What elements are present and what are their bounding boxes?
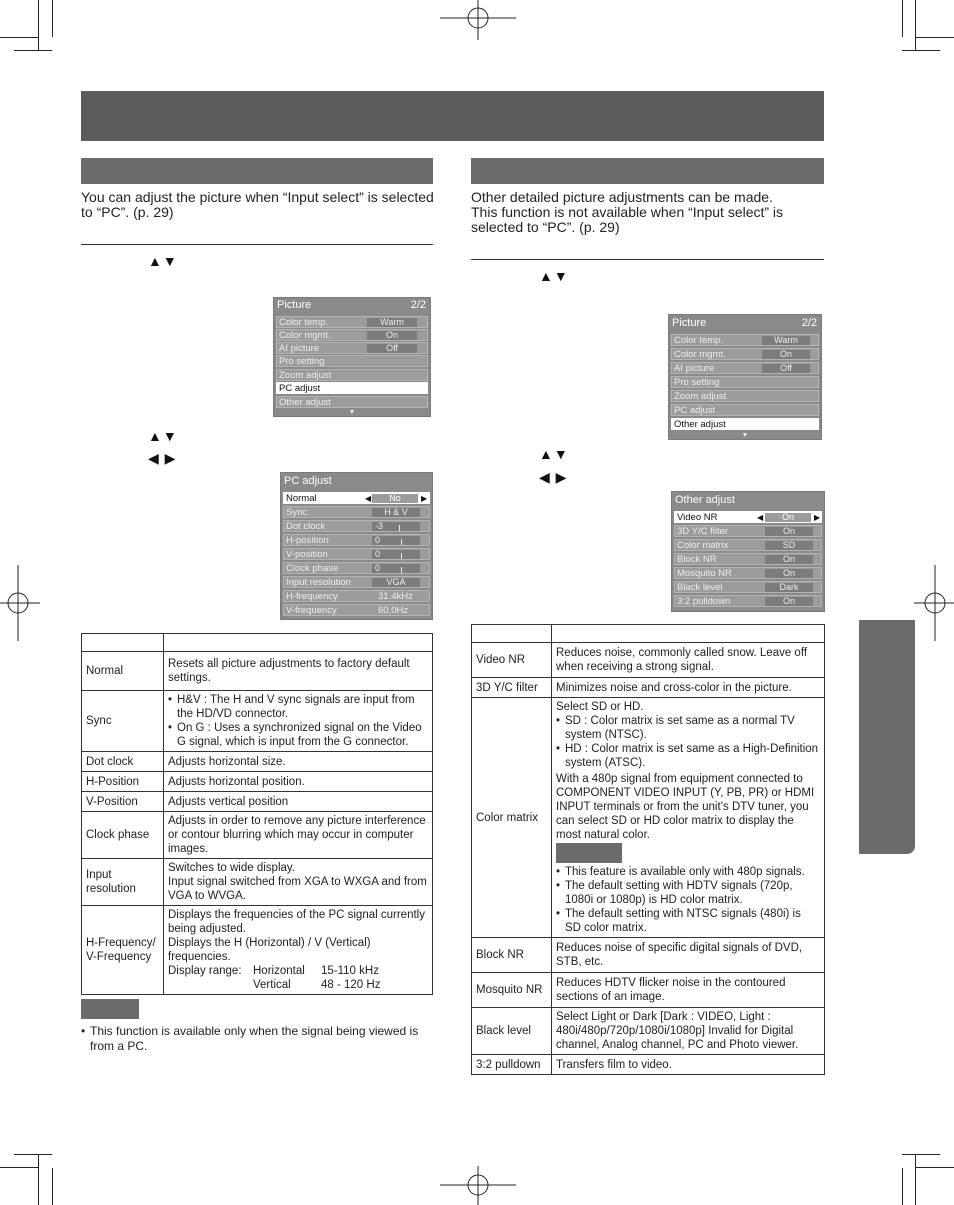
- crop-mark: [902, 50, 940, 51]
- up-down-arrow-icon: ▲▼: [148, 428, 178, 444]
- menu-item-black-level[interactable]: Black level Dark: [674, 581, 822, 593]
- menu-item-v-frequency: V-frequency 60.0Hz: [283, 604, 430, 616]
- menu-item-color-mgmt[interactable]: Color mgmt. On: [276, 329, 428, 341]
- menu-item-color-temp[interactable]: Color temp. Warm: [276, 316, 428, 328]
- up-down-arrow-icon: ▲▼: [148, 253, 178, 269]
- table-row: Clock phase Adjusts in order to remove any picture interference or contour blurring which may occur in computer images.: [82, 812, 433, 859]
- menu-title: Picture: [672, 317, 707, 329]
- menu-item-v-position[interactable]: V-position 0: [283, 548, 430, 560]
- menu-item-video-nr[interactable]: Video NR ◀ On ▶: [674, 511, 822, 523]
- crop-mark: [916, 1167, 954, 1168]
- crop-mark: [902, 0, 903, 37]
- table-row: V-Position Adjusts vertical position: [82, 792, 433, 812]
- pc-adjust-table: [81, 633, 433, 995]
- crop-mark: [0, 1167, 38, 1168]
- left-arrow-icon: ◀: [757, 513, 764, 522]
- divider: [81, 244, 433, 245]
- crop-mark: [915, 1155, 916, 1205]
- up-down-arrow-icon: ▲▼: [539, 268, 569, 284]
- table-row: Sync • H&V : The H and V sync signals are input from the HD/VD connector. • On G : Uses a synchronized signal on the Video G signal, which is input from the G connector.: [82, 691, 433, 752]
- crop-mark: [14, 1154, 52, 1155]
- note-label-box: [556, 843, 622, 863]
- menu-item-pro-setting[interactable]: Pro setting: [276, 355, 428, 367]
- note-label-box: [81, 999, 139, 1019]
- menu-item-dot-clock[interactable]: Dot clock -3: [283, 520, 430, 532]
- menu-title: PC adjust: [284, 475, 332, 487]
- menu-item-input-resolution[interactable]: Input resolution VGA: [283, 576, 430, 588]
- menu-item-32-pulldown[interactable]: 3:2 pulldown On: [674, 595, 822, 607]
- menu-item-ai-picture[interactable]: AI picture Off: [671, 362, 819, 374]
- menu-page-indicator: 2/2: [410, 299, 426, 311]
- menu-item-pro-setting[interactable]: Pro setting: [671, 376, 819, 388]
- table-header-row: [472, 625, 825, 643]
- menu-item-pc-adjust[interactable]: PC adjust: [276, 382, 428, 394]
- side-chapter-tab: [859, 620, 915, 854]
- menu-item-other-adjust[interactable]: Other adjust: [671, 418, 819, 430]
- table-row: 3D Y/C filter Minimizes noise and cross-color in the picture.: [472, 678, 825, 698]
- table-row: Normal Resets all picture adjustments to factory default settings.: [82, 652, 433, 691]
- menu-item-color-temp[interactable]: Color temp. Warm: [671, 334, 819, 346]
- crop-mark: [902, 1154, 940, 1155]
- section-heading-other-adjust: [471, 158, 824, 184]
- menu-title: Picture: [277, 299, 312, 311]
- section-heading-pc-adjust: [81, 158, 433, 184]
- menu-item-other-adjust[interactable]: Other adjust: [276, 396, 428, 408]
- other-adjust-intro: Other detailed picture adjustments can be made. This function is not available when “Input select” is selected to “PC”. (p. 29): [471, 189, 784, 235]
- table-row: Mosquito NR Reduces HDTV flicker noise in the contoured sections of an image.: [472, 973, 825, 1008]
- menu-item-sync[interactable]: Sync H & V: [283, 506, 430, 518]
- table-row: Block NR Reduces noise of specific digital signals of DVD, STB, etc.: [472, 938, 825, 973]
- menu-title: Other adjust: [675, 494, 735, 506]
- crop-mark: [38, 0, 39, 50]
- registration-mark-top: [440, 0, 516, 40]
- menu-item-block-nr[interactable]: Block NR On: [674, 553, 822, 565]
- registration-mark-left: [0, 565, 40, 641]
- menu-item-3d-yc-filter[interactable]: 3D Y/C filter On: [674, 525, 822, 537]
- table-row: Dot clock Adjusts horizontal size.: [82, 752, 433, 772]
- crop-mark: [38, 1155, 39, 1205]
- crop-mark: [902, 1168, 903, 1205]
- menu-item-h-frequency: H-frequency 31.4kHz: [283, 590, 430, 602]
- table-row: H-Position Adjusts horizontal position.: [82, 772, 433, 792]
- menu-item-pc-adjust[interactable]: PC adjust: [671, 404, 819, 416]
- scroll-down-icon[interactable]: ▼: [741, 432, 749, 439]
- menu-item-normal[interactable]: Normal ◀ No ▶: [283, 492, 430, 504]
- crop-mark: [0, 37, 38, 38]
- menu-item-color-matrix[interactable]: Color matrix SD: [674, 539, 822, 551]
- crop-mark: [52, 0, 53, 37]
- menu-item-ai-picture[interactable]: AI picture Off: [276, 342, 428, 354]
- table-row: Input resolution Switches to wide display. Input signal switched from XGA to WXGA and from VGA to WVGA.: [82, 859, 433, 906]
- menu-item-color-mgmt[interactable]: Color mgmt. On: [671, 348, 819, 360]
- table-row: 3:2 pulldown Transfers film to video.: [472, 1055, 825, 1075]
- table-row: Black level Select Light or Dark [Dark : VIDEO, Light : 480i/480p/720p/1080i/1080p] Invalid for Digital channel, Analog channel, PC and Photo viewer.: [472, 1008, 825, 1055]
- left-right-arrow-icon: ◀ ▶: [148, 450, 177, 466]
- up-down-arrow-icon: ▲▼: [539, 446, 569, 462]
- menu-item-clock-phase[interactable]: Clock phase 0: [283, 562, 430, 574]
- crop-mark: [14, 50, 52, 51]
- note-list: • This function is available only when the signal being viewed is from a PC.: [81, 1024, 419, 1053]
- picture-menu-osd: [273, 297, 431, 417]
- other-adjust-menu-osd: [671, 491, 825, 612]
- table-row: Video NR Reduces noise, commonly called snow. Leave off when receiving a strong signal.: [472, 643, 825, 678]
- menu-item-zoom-adjust[interactable]: Zoom adjust: [276, 369, 428, 381]
- left-arrow-icon: ◀: [365, 494, 372, 503]
- picture-menu-osd: [668, 314, 822, 440]
- page-title-bar: [81, 91, 824, 141]
- crop-mark: [916, 37, 954, 38]
- other-adjust-table: [471, 624, 825, 1075]
- menu-item-mosquito-nr[interactable]: Mosquito NR On: [674, 567, 822, 579]
- table-row: Color matrix Select SD or HD. • SD : Color matrix is set same as a normal TV system (NTSC). • HD : Color matrix is set same as a High-Definition system (ATSC). With a 480p signal from equipment connected to COMPONENT VIDEO INPUT (Y, PB, PR) or HDMI INPUT terminals or from the unit’s DTV tuner, you can select SD or HD color matrix to display the most natural color. • This feature is available only with 480p signals. • The default setting with HDTV signals (720p, 1080i or 1080p) is HD color matrix. • The default setting with NTSC signals (480i) is SD color matrix.: [472, 698, 825, 938]
- table-header-row: [82, 634, 433, 652]
- pc-adjust-menu-osd: [280, 472, 433, 620]
- pc-adjust-intro: You can adjust the picture when “Input select” is selected to “PC”. (p. 29): [81, 189, 434, 220]
- menu-item-zoom-adjust[interactable]: Zoom adjust: [671, 390, 819, 402]
- right-arrow-icon: ▶: [814, 513, 821, 522]
- crop-mark: [52, 1168, 53, 1205]
- scroll-down-icon[interactable]: ▼: [348, 409, 356, 416]
- menu-page-indicator: 2/2: [801, 317, 817, 329]
- divider: [471, 259, 824, 260]
- menu-item-h-position[interactable]: H-position 0: [283, 534, 430, 546]
- right-arrow-icon: ▶: [421, 494, 428, 503]
- table-row: H-Frequency/ V-Frequency Displays the frequencies of the PC signal currently being adjusted. Displays the H (Horizontal) / V (Vertical) frequencies. Display range: Horizontal 15-110 kHz Vertical 48 - 120 Hz: [82, 906, 433, 995]
- registration-mark-right: [914, 565, 954, 641]
- registration-mark-bottom: [440, 1166, 516, 1205]
- crop-mark: [915, 0, 916, 50]
- left-right-arrow-icon: ◀ ▶: [539, 469, 568, 485]
